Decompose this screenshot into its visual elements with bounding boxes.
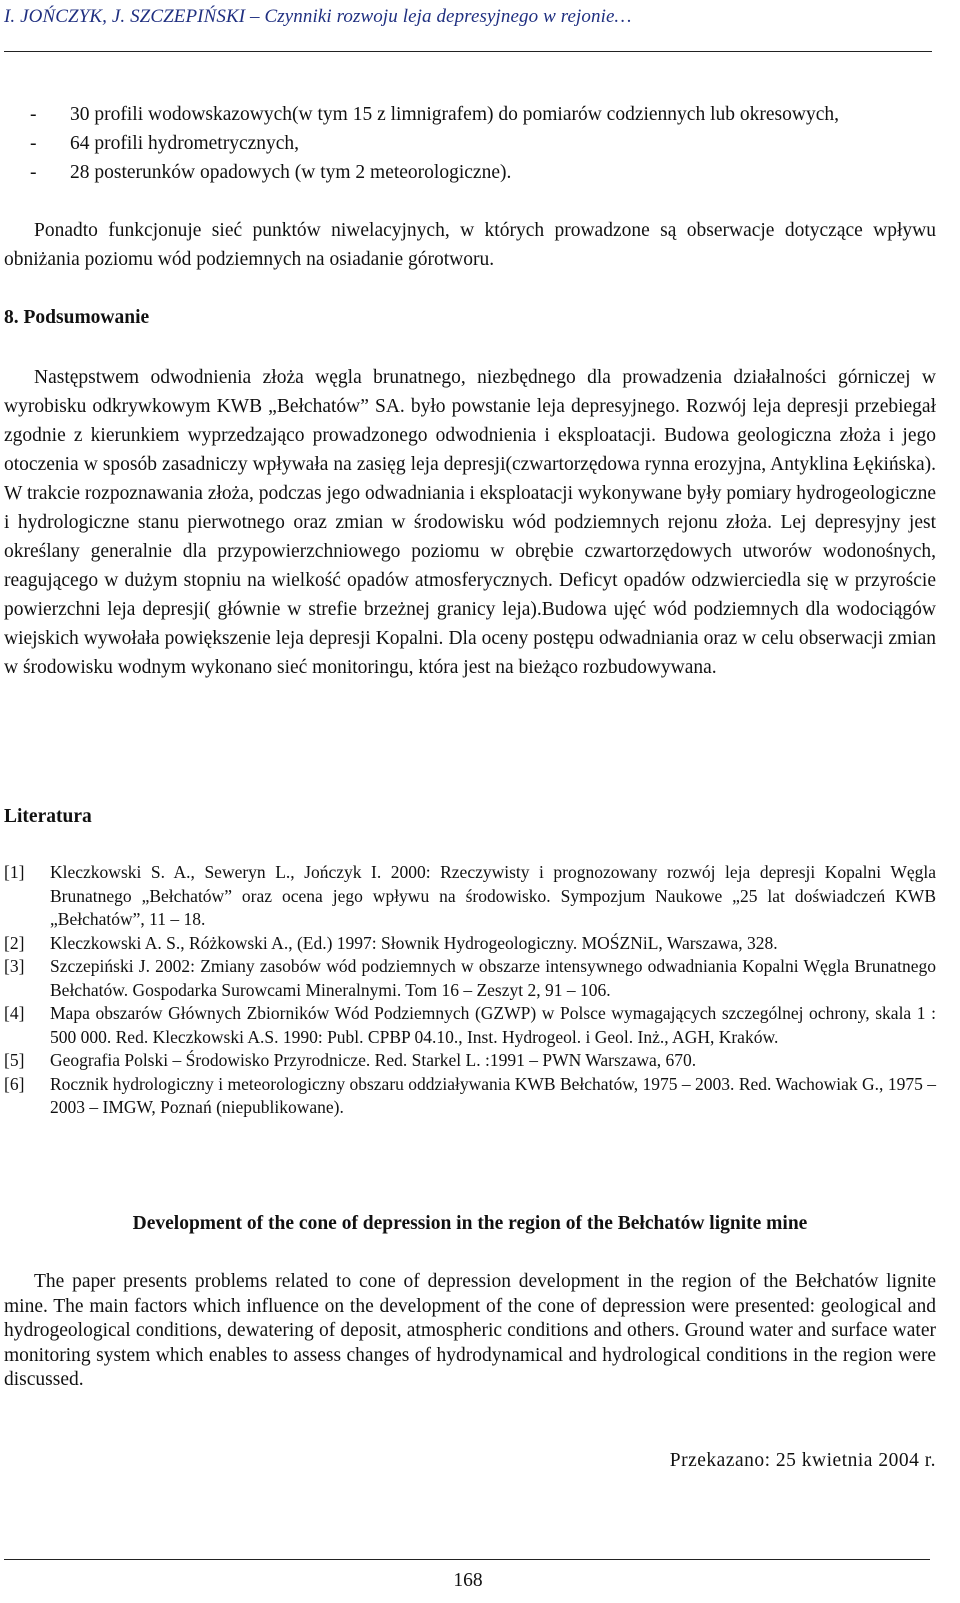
reference-number: [1]: [4, 862, 25, 882]
footer-rule: [4, 1559, 930, 1560]
reference-item: [4, 955, 936, 1002]
reference-number: [3]: [4, 956, 25, 976]
english-abstract: The paper presents problems related to cone of depression development in the region of the Bełchatów lignite mine. The main factors which influence on the development of the cone of depression were presented: geological and hydrogeological conditions, dewatering of deposit, atmospheric conditions and others. Ground water and surface water monitoring system which enables to assess changes of hydrodynamical and hydrological conditions in the region were discussed.: [4, 1271, 936, 1390]
list-item-text: 64 profili hydrometrycznych,: [70, 133, 300, 154]
reference-item: [4, 1073, 936, 1120]
paragraph-monitoring: Ponadto funkcjonuje sieć punktów niwelacyjnych, w których prowadzone są obserwacje dotyczące wpływu obniżania poziomu wód podziemnych na osiadanie górotworu.: [4, 220, 936, 270]
list-item-text: 28 posterunków opadowych (w tym 2 meteorologiczne).: [70, 162, 512, 183]
list-dash: -: [30, 162, 37, 183]
reference-text: Kleczkowski S. A., Seweryn L., Jończyk I. 2000: Rzeczywisty i prognozowany rozwój leja depresji Kopalni Węgla Brunatnego „Bełchatów” oraz ocena jego wpływu na środowisko. Sympozjum Naukowe „25 lat doświadczeń KWB „Bełchatów”, 11 – 18.: [50, 862, 936, 929]
reference-item: [4, 1049, 936, 1073]
paragraph-summary: Następstwem odwodnienia złoża węgla brunatnego, niezbędnego dla prowadzenia działalności górniczej w wyrobisku odkrywkowym KWB „Bełchatów” SA. było powstanie leja depresyjnego. Rozwój leja depresji przebiegał zgodnie z kierunkiem wyprzedzająco prowadzonego odwodnienia i eksploatacji. Budowa geologiczna złoża i jego otoczenia w sposób zasadniczy wpływała na zasięg leja depresji(czwartorzędowa rynna erozyjna, Antyklina Łękińska). W trakcie rozpoznawania złoża, podczas jego odwadniania i eksploatacji wykonywane były pomiary hydrogeologiczne i hydrologiczne stanu pierwotnego oraz zmian w środowisku wód podziemnych rejonu złoża. Lej depresyjny jest określany generalnie dla przypowierzchniowego poziomu w obrębie czwartorzędowych utworów wodonośnych, reagującego w dużym stopniu na wielkość opadów atmosferycznych. Deficyt opadów odzwierciedla się w przyroście powierzchni leja depresji( głównie w strefie brzeżnej granicy leja).Budowa ujęć wód podziemnych dla wodociągów wiejskich wywołała powiększenie leja depresji Kopalni. Dla oceny postępu odwadniania oraz w celu obserwacji zmian w środowisku wodnym wykonano sieć monitoringu, która jest na bieżąco rozbudowywana.: [4, 367, 936, 678]
list-dash: -: [30, 104, 37, 125]
running-header: I. JOŃCZYK, J. SZCZEPIŃSKI – Czynniki rozwoju leja depresyjnego w rejonie…: [4, 6, 632, 27]
english-title: Development of the cone of depression in the region of the Bełchatów lignite mine: [132, 1213, 808, 1234]
reference-number: [5]: [4, 1050, 25, 1070]
station-list: [30, 100, 938, 187]
list-item-text: 30 profili wodowskazowych(w tym 15 z limnigrafem) do pomiarów codziennych lub okresowych,: [70, 104, 839, 125]
header-rule: [4, 51, 932, 52]
reference-item: [4, 861, 936, 932]
reference-text: Mapa obszarów Głównych Zbiorników Wód Podziemnych (GZWP) w Polsce wymagających szczególnej ochrony, skala 1 : 500 000. Red. Kleczkowski A.S. 1990: Publ. CPBP 04.10., Inst. Hydrogeol. i Geol. Inż., AGH, Kraków.: [50, 1003, 936, 1047]
received-date: Przekazano: 25 kwietnia 2004 r.: [669, 1450, 936, 1471]
reference-list: [4, 861, 936, 1120]
reference-text: Kleczkowski A. S., Różkowski A., (Ed.) 1997: Słownik Hydrogeologiczny. MOŚZNiL, Warszawa, 328.: [50, 932, 778, 953]
list-item: [30, 158, 938, 187]
literature-heading: Literatura: [4, 806, 92, 827]
reference-number: [6]: [4, 1073, 25, 1094]
reference-text: Szczepiński J. 2002: Zmiany zasobów wód podziemnych w obszarze intensywnego odwadniania Kopalni Węgla Brunatnego Bełchatów. Gospodarka Surowcami Mineralnymi. Tom 16 – Zeszyt 2, 91 – 106.: [50, 956, 936, 1000]
reference-number: [2]: [4, 932, 25, 953]
reference-text: Geografia Polski – Środowisko Przyrodnicze. Red. Starkel L. :1991 – PWN Warszawa, 670.: [50, 1050, 697, 1070]
list-item: [30, 100, 938, 129]
section-heading-summary: 8. Podsumowanie: [4, 307, 150, 328]
reference-item: [4, 932, 936, 956]
reference-number: [4]: [4, 1003, 25, 1023]
list-dash: -: [30, 133, 37, 154]
reference-text: Rocznik hydrologiczny i meteorologiczny obszaru oddziaływania KWB Bełchatów, 1975 – 2003. Red. Wachowiak G., 1975 – 2003 – IMGW, Poznań (niepublikowane).: [50, 1073, 936, 1117]
reference-item: [4, 1002, 936, 1049]
list-item: [30, 129, 938, 158]
page-number: 168: [453, 1570, 483, 1591]
